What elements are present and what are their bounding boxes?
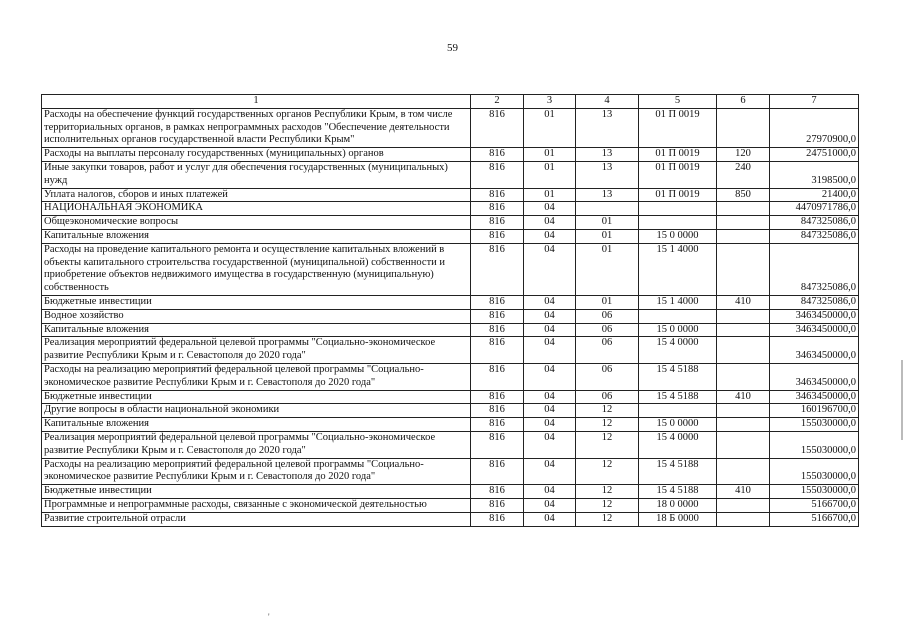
cell-code-subsection: 12 bbox=[576, 512, 639, 526]
cell-code-expense-type: 240 bbox=[717, 161, 770, 188]
table-row bbox=[42, 404, 859, 418]
cell-code-expense-type bbox=[717, 216, 770, 230]
cell-code-target: 01 П 0019 bbox=[639, 108, 717, 147]
table-row bbox=[42, 188, 859, 202]
cell-amount: 3463450000,0 bbox=[770, 390, 859, 404]
table-row bbox=[42, 309, 859, 323]
cell-name: Водное хозяйство bbox=[42, 309, 471, 323]
cell-code-expense-type: 410 bbox=[717, 485, 770, 499]
scan-artifact-mark: ' bbox=[268, 612, 270, 622]
cell-amount: 160196700,0 bbox=[770, 404, 859, 418]
cell-code-target: 15 4 5188 bbox=[639, 458, 717, 485]
cell-code-target bbox=[639, 404, 717, 418]
table-header-row bbox=[42, 95, 859, 109]
cell-amount: 847325086,0 bbox=[770, 295, 859, 309]
cell-amount: 847325086,0 bbox=[770, 229, 859, 243]
cell-code-section: 04 bbox=[524, 390, 576, 404]
table-row bbox=[42, 216, 859, 230]
cell-code-target: 15 4 0000 bbox=[639, 431, 717, 458]
cell-code-section: 04 bbox=[524, 243, 576, 295]
table-row bbox=[42, 323, 859, 337]
cell-code-admin: 816 bbox=[471, 404, 524, 418]
table-row bbox=[42, 229, 859, 243]
table-row bbox=[42, 363, 859, 390]
cell-amount: 3463450000,0 bbox=[770, 309, 859, 323]
cell-code-expense-type bbox=[717, 418, 770, 432]
table-row bbox=[42, 161, 859, 188]
table-row bbox=[42, 295, 859, 309]
cell-name: Капитальные вложения bbox=[42, 418, 471, 432]
cell-code-admin: 816 bbox=[471, 148, 524, 162]
cell-amount: 5166700,0 bbox=[770, 512, 859, 526]
cell-amount: 4470971786,0 bbox=[770, 202, 859, 216]
cell-code-section: 04 bbox=[524, 229, 576, 243]
cell-amount: 3463450000,0 bbox=[770, 337, 859, 364]
cell-code-expense-type: 120 bbox=[717, 148, 770, 162]
cell-code-admin: 816 bbox=[471, 229, 524, 243]
cell-amount: 27970900,0 bbox=[770, 108, 859, 147]
column-header: 3 bbox=[524, 95, 576, 109]
cell-code-expense-type bbox=[717, 512, 770, 526]
cell-code-admin: 816 bbox=[471, 418, 524, 432]
cell-amount: 155030000,0 bbox=[770, 418, 859, 432]
cell-name: Бюджетные инвестиции bbox=[42, 295, 471, 309]
cell-code-subsection: 12 bbox=[576, 458, 639, 485]
column-header: 1 bbox=[42, 95, 471, 109]
column-header: 7 bbox=[770, 95, 859, 109]
cell-code-subsection bbox=[576, 202, 639, 216]
budget-table bbox=[41, 94, 859, 527]
cell-code-target: 01 П 0019 bbox=[639, 188, 717, 202]
cell-code-section: 01 bbox=[524, 188, 576, 202]
cell-code-admin: 816 bbox=[471, 188, 524, 202]
cell-name: Расходы на реализацию мероприятий федеральной целевой программы "Социально-экономическое развитие Республики Крым и г. Севастополя до 2020 года" bbox=[42, 458, 471, 485]
cell-code-admin: 816 bbox=[471, 323, 524, 337]
cell-name: НАЦИОНАЛЬНАЯ ЭКОНОМИКА bbox=[42, 202, 471, 216]
cell-name: Развитие строительной отрасли bbox=[42, 512, 471, 526]
table-row bbox=[42, 390, 859, 404]
cell-code-admin: 816 bbox=[471, 337, 524, 364]
cell-code-section: 04 bbox=[524, 498, 576, 512]
cell-code-expense-type bbox=[717, 202, 770, 216]
cell-code-admin: 816 bbox=[471, 108, 524, 147]
cell-code-section: 04 bbox=[524, 295, 576, 309]
cell-code-subsection: 06 bbox=[576, 363, 639, 390]
cell-code-target: 15 0 0000 bbox=[639, 418, 717, 432]
cell-name: Программные и непрограммные расходы, связанные с экономической деятельностью bbox=[42, 498, 471, 512]
cell-code-section: 04 bbox=[524, 418, 576, 432]
cell-code-admin: 816 bbox=[471, 390, 524, 404]
cell-code-admin: 816 bbox=[471, 512, 524, 526]
table-row bbox=[42, 512, 859, 526]
cell-code-section: 04 bbox=[524, 337, 576, 364]
table-row bbox=[42, 458, 859, 485]
cell-code-admin: 816 bbox=[471, 295, 524, 309]
cell-code-expense-type: 410 bbox=[717, 390, 770, 404]
cell-code-section: 04 bbox=[524, 309, 576, 323]
cell-code-subsection: 06 bbox=[576, 323, 639, 337]
cell-code-admin: 816 bbox=[471, 363, 524, 390]
cell-code-expense-type bbox=[717, 498, 770, 512]
column-header: 6 bbox=[717, 95, 770, 109]
cell-code-section: 04 bbox=[524, 431, 576, 458]
cell-code-section: 01 bbox=[524, 161, 576, 188]
cell-code-target: 15 1 4000 bbox=[639, 243, 717, 295]
cell-code-target: 15 1 4000 bbox=[639, 295, 717, 309]
cell-code-expense-type bbox=[717, 309, 770, 323]
cell-code-target: 15 0 0000 bbox=[639, 229, 717, 243]
cell-code-target bbox=[639, 202, 717, 216]
cell-amount: 3198500,0 bbox=[770, 161, 859, 188]
cell-code-section: 04 bbox=[524, 485, 576, 499]
cell-code-target bbox=[639, 309, 717, 323]
cell-code-section: 04 bbox=[524, 323, 576, 337]
table-row bbox=[42, 202, 859, 216]
cell-code-admin: 816 bbox=[471, 498, 524, 512]
cell-code-subsection: 13 bbox=[576, 148, 639, 162]
cell-name: Расходы на реализацию мероприятий федеральной целевой программы "Социально-экономическое развитие Республики Крым и г. Севастополя до 2020 года" bbox=[42, 363, 471, 390]
column-header: 2 bbox=[471, 95, 524, 109]
cell-code-subsection: 01 bbox=[576, 216, 639, 230]
cell-code-admin: 816 bbox=[471, 485, 524, 499]
cell-code-section: 04 bbox=[524, 202, 576, 216]
cell-code-expense-type bbox=[717, 108, 770, 147]
cell-code-expense-type bbox=[717, 229, 770, 243]
table-row bbox=[42, 485, 859, 499]
cell-code-admin: 816 bbox=[471, 309, 524, 323]
table-row bbox=[42, 243, 859, 295]
cell-code-subsection: 12 bbox=[576, 418, 639, 432]
cell-code-target: 15 0 0000 bbox=[639, 323, 717, 337]
cell-name: Расходы на проведение капитального ремонта и осуществление капитальных вложений в объекты капитального строительства государственной (муниципальной) собственности и приобретение объектов недвижимого имущества в государственную (муниципальную) собственность bbox=[42, 243, 471, 295]
cell-code-subsection: 13 bbox=[576, 108, 639, 147]
cell-name: Капитальные вложения bbox=[42, 229, 471, 243]
table-row bbox=[42, 148, 859, 162]
cell-code-section: 04 bbox=[524, 363, 576, 390]
cell-code-subsection: 12 bbox=[576, 485, 639, 499]
cell-code-expense-type bbox=[717, 404, 770, 418]
cell-code-section: 04 bbox=[524, 458, 576, 485]
column-header: 4 bbox=[576, 95, 639, 109]
cell-code-subsection: 12 bbox=[576, 404, 639, 418]
cell-amount: 21400,0 bbox=[770, 188, 859, 202]
cell-code-subsection: 13 bbox=[576, 161, 639, 188]
table-row bbox=[42, 498, 859, 512]
cell-code-section: 01 bbox=[524, 108, 576, 147]
cell-code-subsection: 06 bbox=[576, 390, 639, 404]
cell-name: Общеэкономические вопросы bbox=[42, 216, 471, 230]
cell-name: Реализация мероприятий федеральной целевой программы "Социально-экономическое развитие Республики Крым и г. Севастополя до 2020 года" bbox=[42, 337, 471, 364]
scan-edge-artifact bbox=[901, 360, 903, 440]
cell-code-expense-type bbox=[717, 363, 770, 390]
cell-code-target: 15 4 5188 bbox=[639, 390, 717, 404]
cell-code-target: 18 0 0000 bbox=[639, 498, 717, 512]
cell-name: Бюджетные инвестиции bbox=[42, 485, 471, 499]
cell-code-admin: 816 bbox=[471, 243, 524, 295]
cell-name: Уплата налогов, сборов и иных платежей bbox=[42, 188, 471, 202]
cell-amount: 5166700,0 bbox=[770, 498, 859, 512]
cell-code-subsection: 01 bbox=[576, 243, 639, 295]
cell-code-subsection: 01 bbox=[576, 229, 639, 243]
cell-code-section: 04 bbox=[524, 216, 576, 230]
cell-code-subsection: 01 bbox=[576, 295, 639, 309]
cell-name: Расходы на выплаты персоналу государственных (муниципальных) органов bbox=[42, 148, 471, 162]
cell-code-target: 15 4 5188 bbox=[639, 485, 717, 499]
cell-name: Реализация мероприятий федеральной целевой программы "Социально-экономическое развитие Республики Крым и г. Севастополя до 2020 года" bbox=[42, 431, 471, 458]
cell-code-target: 18 Б 0000 bbox=[639, 512, 717, 526]
cell-code-expense-type bbox=[717, 431, 770, 458]
cell-amount: 155030000,0 bbox=[770, 458, 859, 485]
table-row bbox=[42, 108, 859, 147]
cell-amount: 155030000,0 bbox=[770, 485, 859, 499]
cell-code-subsection: 06 bbox=[576, 337, 639, 364]
cell-code-admin: 816 bbox=[471, 431, 524, 458]
cell-name: Капитальные вложения bbox=[42, 323, 471, 337]
cell-code-section: 01 bbox=[524, 148, 576, 162]
table-row bbox=[42, 431, 859, 458]
cell-amount: 3463450000,0 bbox=[770, 323, 859, 337]
cell-code-target: 15 4 0000 bbox=[639, 337, 717, 364]
column-header: 5 bbox=[639, 95, 717, 109]
cell-code-expense-type bbox=[717, 458, 770, 485]
cell-amount: 847325086,0 bbox=[770, 243, 859, 295]
cell-code-section: 04 bbox=[524, 404, 576, 418]
cell-name: Расходы на обеспечение функций государственных органов Республики Крым, в том числе территориальных органов, в рамках непрограммных расходов "Обеспечение деятельности исполнительных органов государственной власти Республики Крым" bbox=[42, 108, 471, 147]
cell-code-admin: 816 bbox=[471, 202, 524, 216]
cell-code-target: 01 П 0019 bbox=[639, 161, 717, 188]
cell-code-section: 04 bbox=[524, 512, 576, 526]
cell-code-admin: 816 bbox=[471, 161, 524, 188]
cell-name: Другие вопросы в области национальной экономики bbox=[42, 404, 471, 418]
cell-name: Иные закупки товаров, работ и услуг для обеспечения государственных (муниципальных) нужд bbox=[42, 161, 471, 188]
cell-name: Бюджетные инвестиции bbox=[42, 390, 471, 404]
page-number: 59 bbox=[447, 42, 458, 54]
cell-code-subsection: 12 bbox=[576, 431, 639, 458]
cell-code-expense-type bbox=[717, 337, 770, 364]
cell-code-target: 15 4 5188 bbox=[639, 363, 717, 390]
cell-code-target bbox=[639, 216, 717, 230]
cell-code-subsection: 13 bbox=[576, 188, 639, 202]
cell-code-admin: 816 bbox=[471, 458, 524, 485]
cell-code-subsection: 06 bbox=[576, 309, 639, 323]
table-row bbox=[42, 418, 859, 432]
cell-code-expense-type: 410 bbox=[717, 295, 770, 309]
cell-code-target: 01 П 0019 bbox=[639, 148, 717, 162]
cell-amount: 24751000,0 bbox=[770, 148, 859, 162]
cell-code-expense-type: 850 bbox=[717, 188, 770, 202]
cell-code-admin: 816 bbox=[471, 216, 524, 230]
cell-amount: 155030000,0 bbox=[770, 431, 859, 458]
cell-amount: 3463450000,0 bbox=[770, 363, 859, 390]
table-row bbox=[42, 337, 859, 364]
cell-code-expense-type bbox=[717, 323, 770, 337]
cell-code-expense-type bbox=[717, 243, 770, 295]
cell-code-subsection: 12 bbox=[576, 498, 639, 512]
cell-amount: 847325086,0 bbox=[770, 216, 859, 230]
